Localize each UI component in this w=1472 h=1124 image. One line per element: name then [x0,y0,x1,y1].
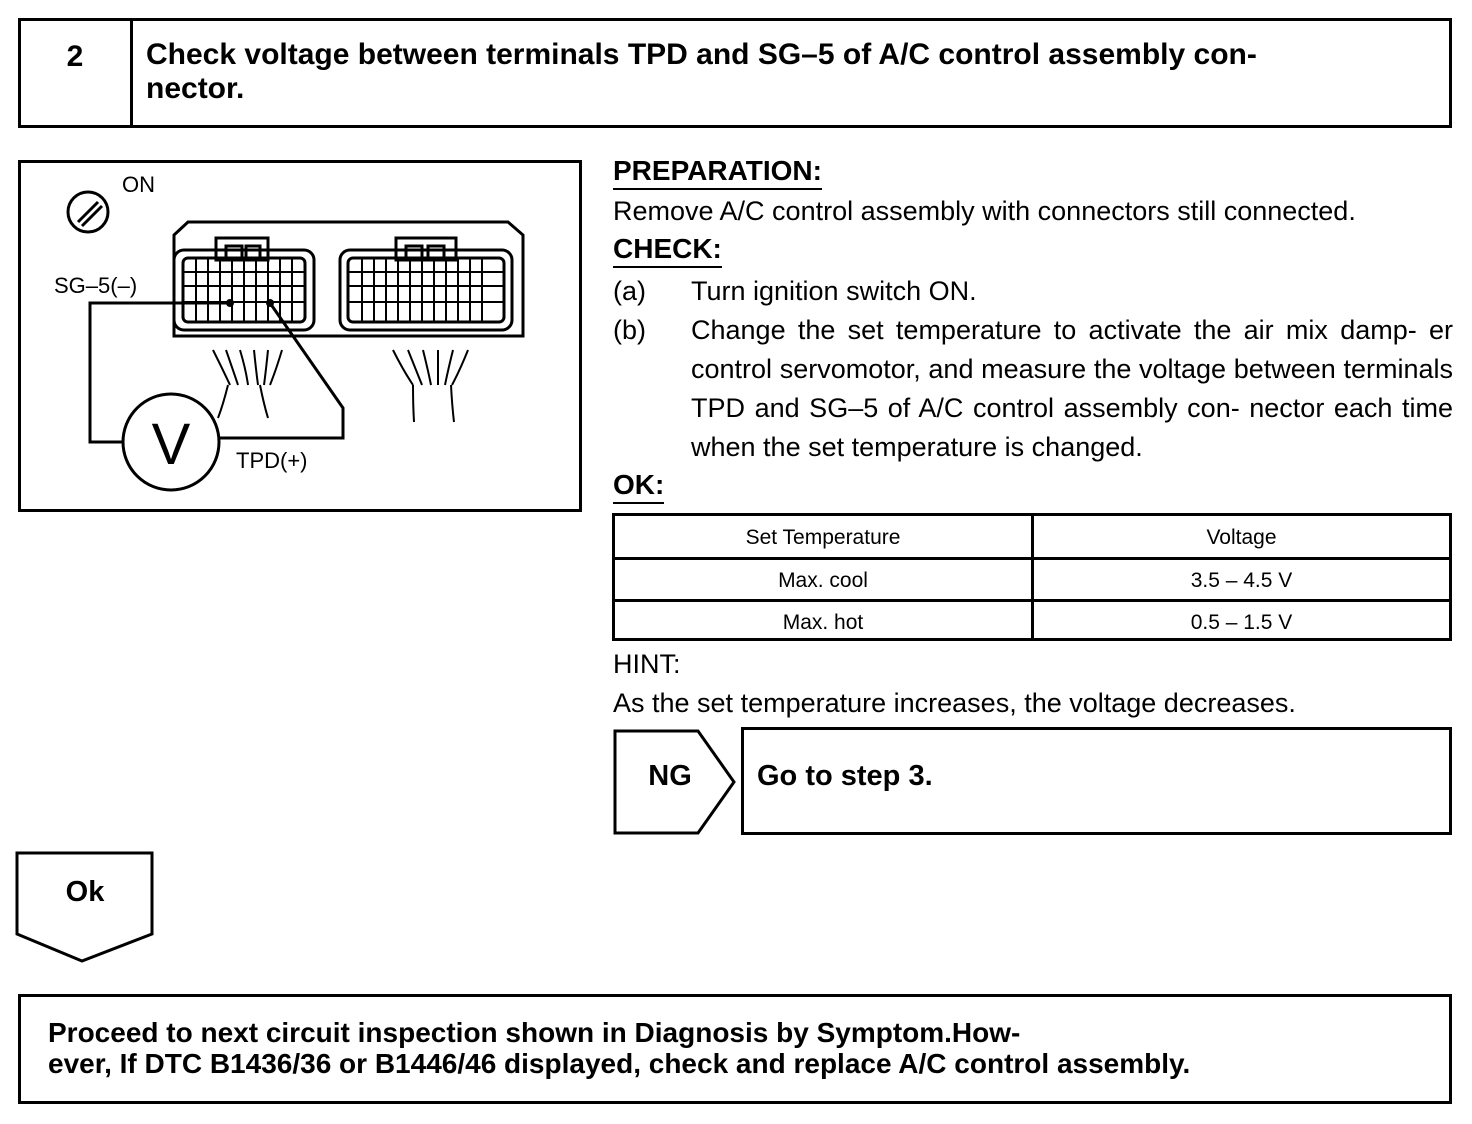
connector-wiring-diagram [18,160,582,512]
check-step-b-mark: (b) [613,315,646,345]
check-step-a-mark: (a) [613,276,646,306]
final-instruction-line-2: ever, If DTC B1436/36 or B1446/46 displayed, check and replace A/C control assembly. [48,1048,1191,1079]
final-instruction-line-1: Proceed to next circuit inspection shown in Diagnosis by Symptom.How- [48,1017,1021,1048]
final-instruction-text [48,1017,1438,1079]
ignition-switch-icon [68,192,108,232]
check-step-b-text: Change the set temperature to activate the air mix damp- er control servomotor, and measure the voltage between terminals TPD and SG–5 of A/C control assembly con- nector each time when the set temperature is changed. [691,315,1453,462]
preparation-heading: PREPARATION: [613,155,822,190]
sg5-terminal-label: SG–5(–) [54,273,138,298]
ng-result-text: Go to step 3. [757,760,933,792]
wire-harness-right [393,350,468,422]
table-cell: Max. hot [782,611,864,634]
table-cell: Max. cool [778,569,868,592]
wire-harness-left [213,350,282,418]
tpd-probe-point [266,299,274,307]
step-title [146,38,1436,106]
ignition-on-label: ON [122,172,155,197]
right-connector [340,238,512,330]
voltage-spec-table [612,513,1452,641]
table-cell: 0.5 – 1.5 V [1190,611,1293,634]
ok-branch-label: Ok [65,876,105,908]
step-header-divider [130,18,133,128]
hint-label: HINT: [613,649,681,679]
table-cell: 3.5 – 4.5 V [1190,569,1293,592]
step-title-line-1: Check voltage between terminals TPD and SG–5 of A/C control assembly con- [146,38,1257,71]
hint-text: As the set temperature increases, the voltage decreases. [613,688,1296,718]
ng-label: NG [648,760,692,792]
ok-heading: OK: [613,469,664,504]
step-title-line-2: nector. [146,72,245,105]
table-header-set-temperature: Set Temperature [745,526,901,549]
table-header-voltage: Voltage [1206,526,1277,549]
preparation-text: Remove A/C control assembly with connectors still connected. [613,196,1356,226]
tpd-terminal-label: TPD(+) [236,448,308,473]
check-step-a-text: Turn ignition switch ON. [691,276,977,306]
left-connector [174,238,314,330]
sg5-probe-point [226,299,234,307]
step-number: 2 [66,40,84,73]
check-heading: CHECK: [613,233,722,268]
voltmeter-symbol: V [151,412,191,477]
